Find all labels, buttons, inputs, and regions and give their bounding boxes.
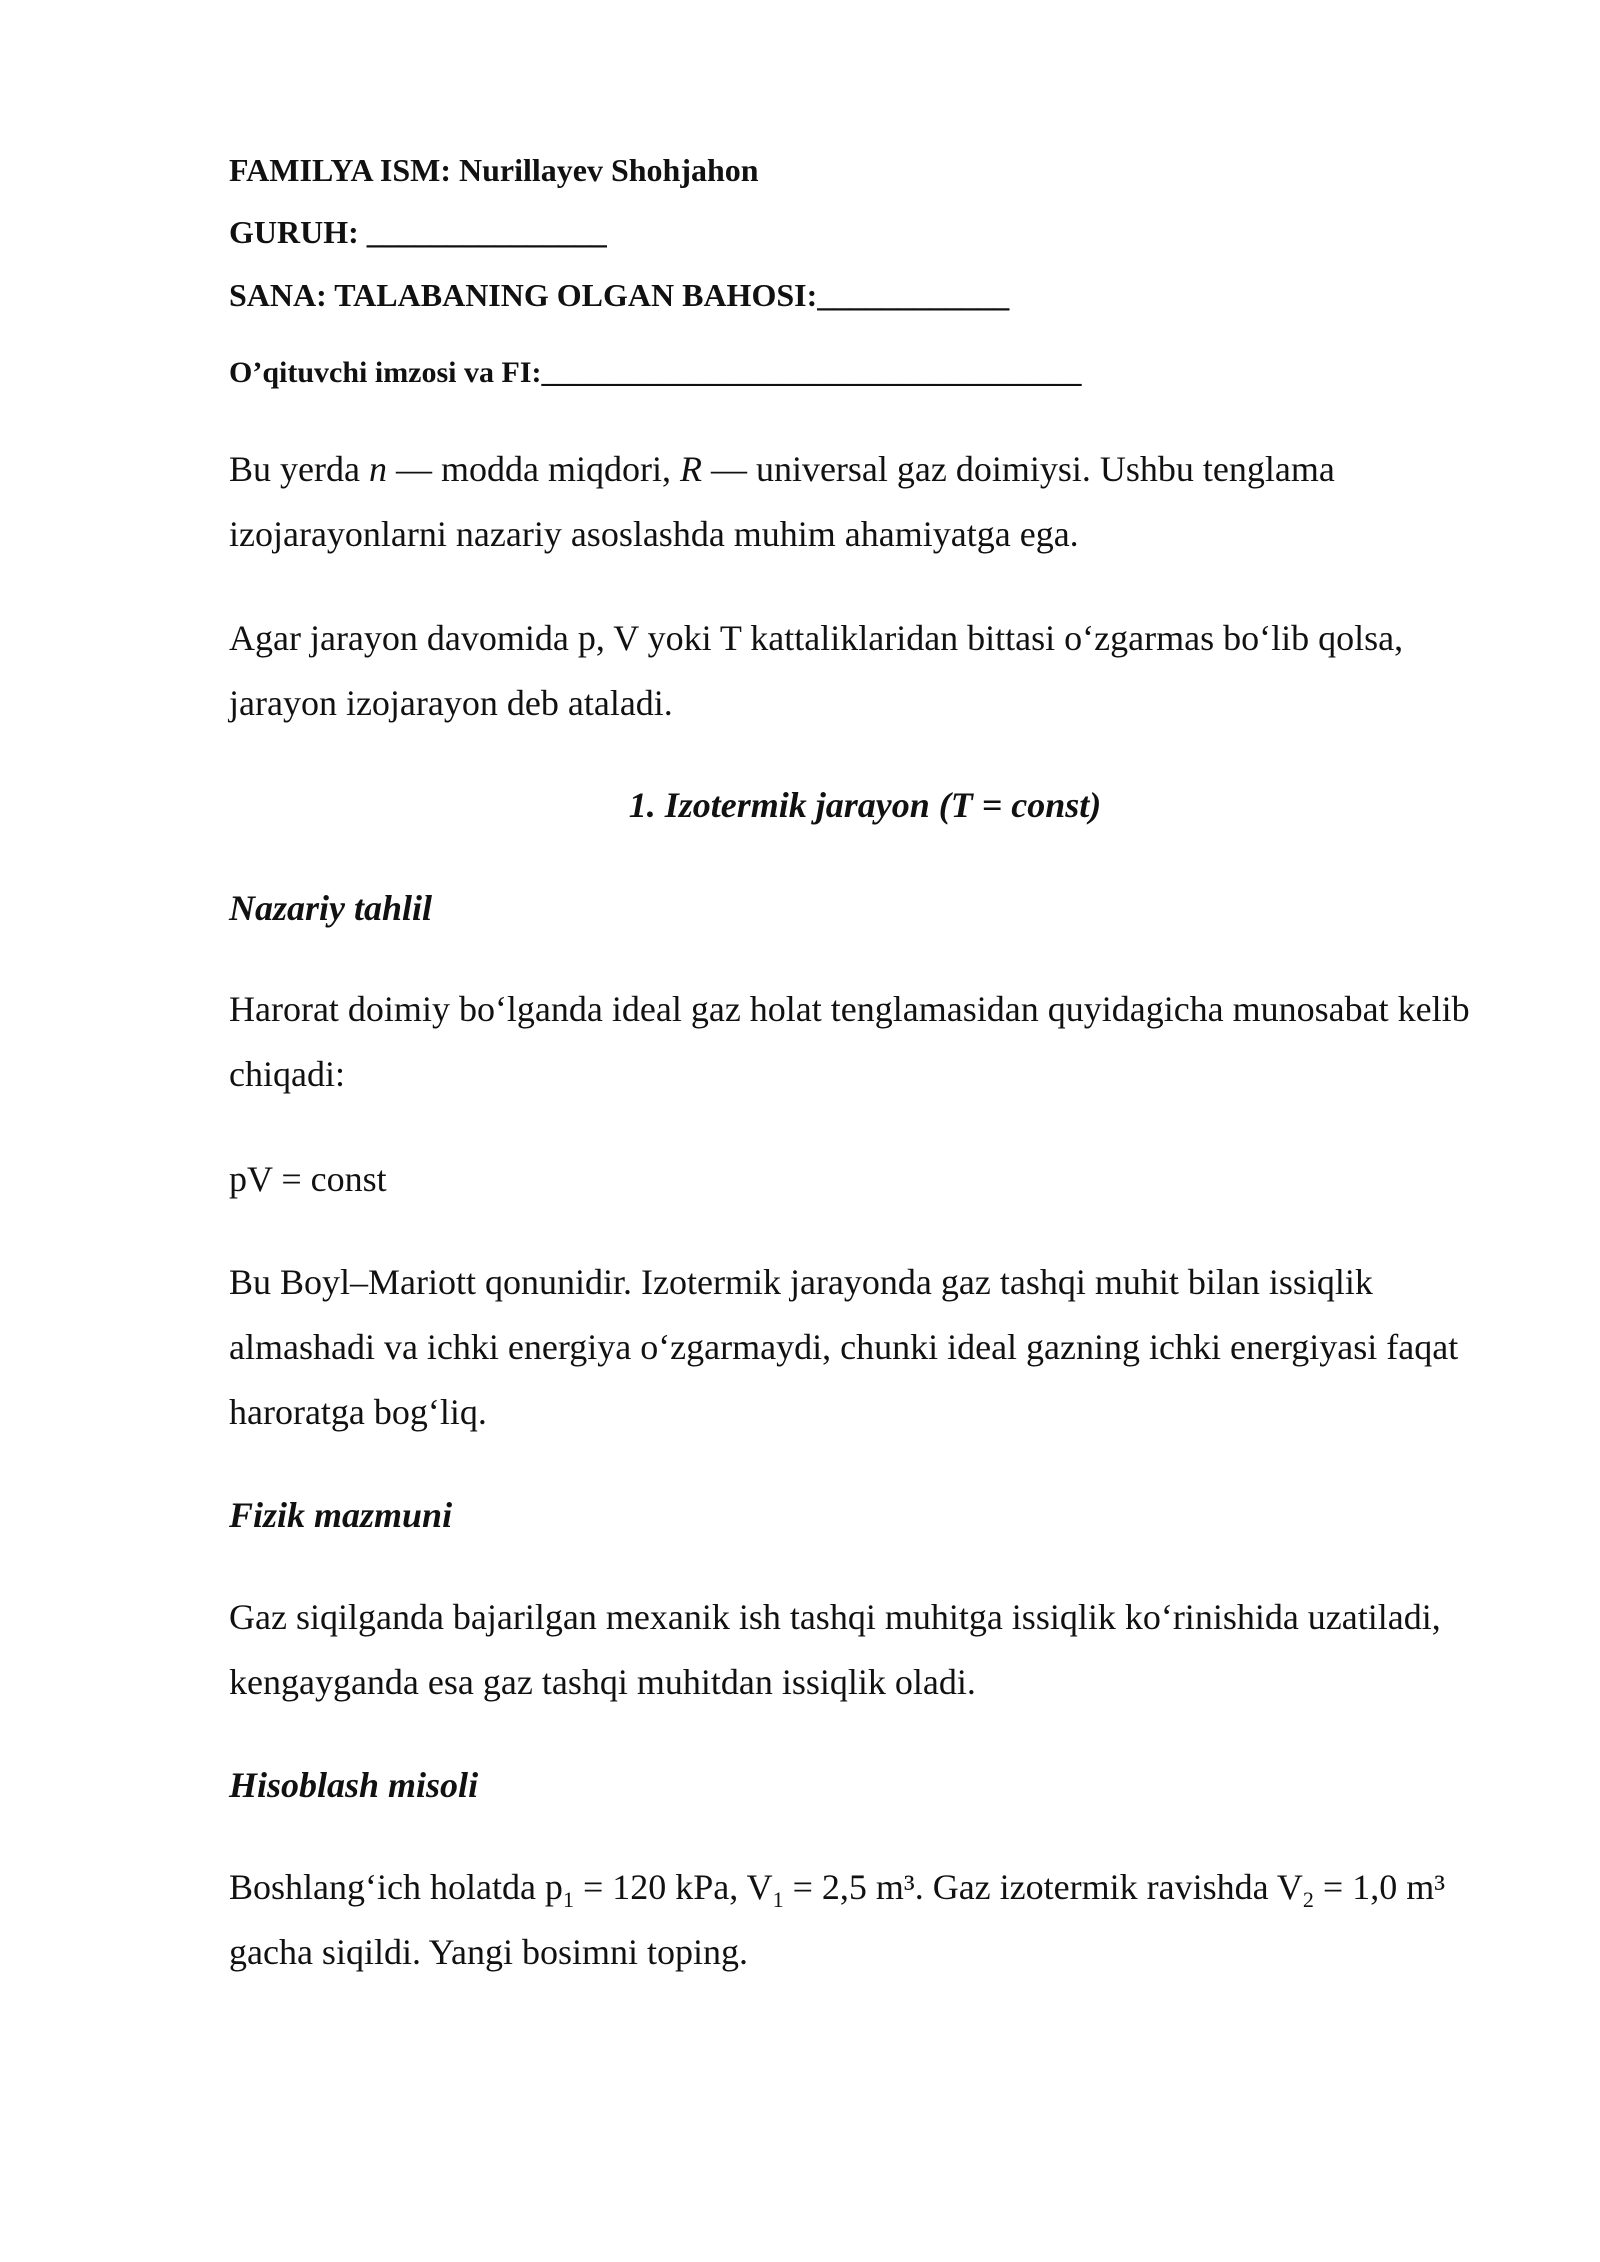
theory-heading: Nazariy tahlil: [229, 888, 433, 928]
group-line: GURUH: _______________: [229, 214, 607, 250]
intro-text-a: Bu yerda: [229, 449, 369, 489]
subscript-1: 1: [562, 1887, 574, 1913]
example-heading: Hisoblash misoli: [229, 1765, 479, 1805]
example-paragraph: [229, 1855, 1479, 1985]
example-text-1: Boshlang‘ich holatda p: [229, 1867, 563, 1907]
example-text-4: = 1,0 m³ gacha siqildi. Yangi bosimni toping.: [229, 1867, 1446, 1972]
example-text-2: = 120 kPa, V: [573, 1867, 773, 1907]
date-grade-line: SANA: TALABANING OLGAN BAHOSI:____________: [229, 277, 1010, 313]
physics-paragraph: Gaz siqilganda bajarilgan mexanik ish tashqi muhitga issiqlik ko‘rinishida uzatiladi, kengayganda esa gaz tashqi muhitdan issiqlik oladi.: [229, 1597, 1441, 1702]
subscript-2: 2: [1302, 1887, 1314, 1913]
intro-paragraph-2: Agar jarayon davomida p, V yoki T kattaliklaridan bittasi o‘zgarmas bo‘lib qolsa, jarayon izojarayon deb ataladi.: [229, 618, 1404, 723]
physics-heading: Fizik mazmuni: [229, 1495, 453, 1535]
intro-paragraph-1: [229, 437, 1479, 567]
law-paragraph: Bu Boyl–Mariott qonunidir. Izotermik jarayonda gaz tashqi muhit bilan issiqlik almashadi va ichki energiya o‘zgarmaydi, chunki ideal gazning ichki energiyasi faqat haroratga bog‘liq.: [229, 1262, 1459, 1432]
subscript-1b: 1: [772, 1887, 784, 1913]
teacher-signature-line: O’qituvchi imzosi va FI:____________________________________: [229, 356, 1082, 389]
intro-text-c: — universal gaz doimiysi. Ushbu tenglama izojarayonlarni nazariy asoslashda muhim ahamiyatga ega.: [229, 449, 1335, 554]
symbol-r: R: [679, 449, 702, 489]
example-text-3: = 2,5 m³. Gaz izotermik ravishda V: [783, 1867, 1303, 1907]
section-title: 1. Izotermik jarayon (T = const): [628, 785, 1102, 825]
student-name-line: FAMILYA ISM: Nurillayev Shohjahon: [229, 152, 759, 188]
formula-line: pV = const: [229, 1159, 387, 1199]
intro-text-b: — modda miqdori,: [386, 449, 680, 489]
symbol-n: n: [368, 449, 387, 489]
theory-paragraph: Harorat doimiy bo‘lganda ideal gaz holat tenglamasidan quyidagicha munosabat kelib chiqadi:: [229, 989, 1470, 1094]
